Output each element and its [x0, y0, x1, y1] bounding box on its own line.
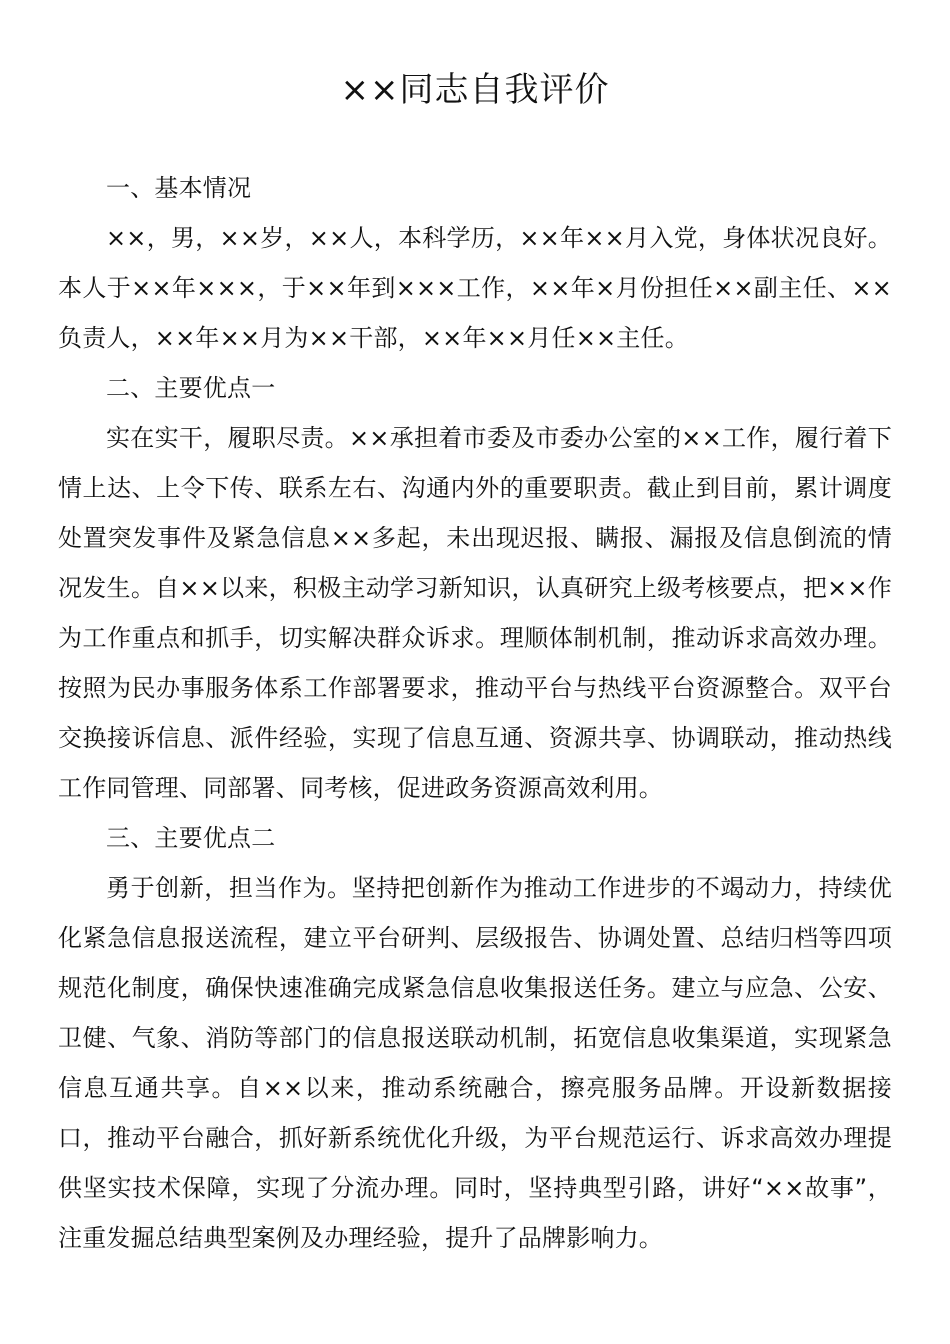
section-heading-strength-one: 二、主要优点一 [106, 374, 276, 402]
section-heading-strength-two: 三、主要优点二 [106, 824, 276, 852]
section-paragraph-strength-one: 实在实干，履职尽责。××承担着市委及市委办公室的××工作，履行着下情上达、上令下传、联系左右、沟通内外的重要职责。截止到目前，累计调度处置突发事件及紧急信息××多起，未出现迟报、瞒报、漏报及信息倒流的情况发生。自××以来，积极主动学习新知识，认真研究上级考核要点，把××作为工作重点和抓手，切实解决群众诉求。理顺体制机制，推动诉求高效办理。按照为民办事服务体系工作部署要求，推动平台与热线平台资源整合。双平台交换接诉信息、派件经验，实现了信息互通、资源共享、协调联动，推动热线工作同管理、同部署、同考核，促进政务资源高效利用。 [58, 424, 892, 802]
document-title: ××同志自我评价 [340, 70, 610, 110]
section-paragraph-strength-two: 勇于创新，担当作为。坚持把创新作为推动工作进步的不竭动力，持续优化紧急信息报送流程，建立平台研判、层级报告、协调处置、总结归档等四项规范化制度，确保快速准确完成紧急信息收集报送任务。建立与应急、公安、卫健、气象、消防等部门的信息报送联动机制，拓宽信息收集渠道，实现紧急信息互通共享。自××以来，推动系统融合，擦亮服务品牌。开设新数据接口，推动平台融合，抓好新系统优化升级，为平台规范运行、诉求高效办理提供坚实技术保障，实现了分流办理。同时，坚持典型引路，讲好“××故事”，注重发掘总结典型案例及办理经验，提升了品牌影响力。 [58, 874, 892, 1252]
section-paragraph-basic-info: ××，男，××岁，××人，本科学历，××年××月入党，身体状况良好。本人于××年×××，于××年到×××工作，××年×月份担任××副主任、××负责人，××年××月为××干部，××年××月任××主任。 [58, 224, 892, 352]
section-heading-basic-info: 一、基本情况 [106, 174, 252, 202]
document-body [58, 163, 892, 1263]
